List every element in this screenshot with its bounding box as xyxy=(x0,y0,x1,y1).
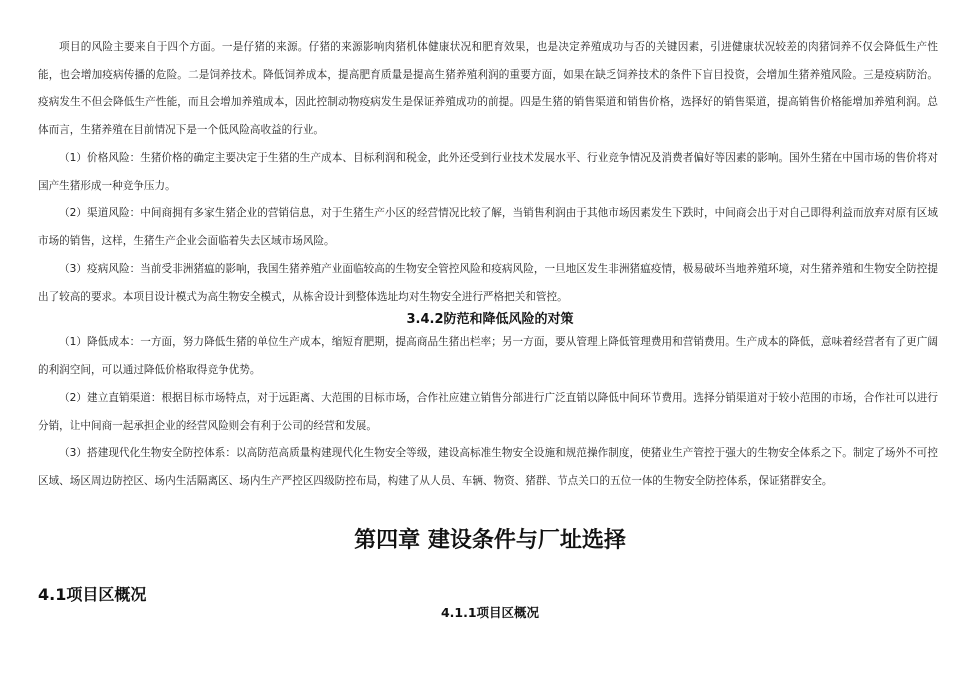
measure-item-cost: （1）降低成本：一方面，努力降低生猪的单位生产成本，缩短育肥期，提高商品生猪出栏率；另一方面，要从管理上降低管理费用和营销费用。生产成本的降低，意味着经营者有了更广阔的利润空间，可以通过降低价格取得竞争优势。 xyxy=(38,336,938,376)
measure-item-biosecurity: （3）搭建现代化生物安全防控体系：以高防范高质量构建现代化生物安全等级，建设高标准生物安全设施和规范操作制度，使猪业生产管控于强大的生物安全体系之下。制定了场外不可控区域、场区周边防控区、场内生活隔离区、场内生产严控区四级防控布局，构建了从人员、车辆、物资、猪群、节点关口的五位一体的生物安全防控体系，保证猪群安全。 xyxy=(38,447,938,487)
chapter-title: 第四章 建设条件与厂址选择 xyxy=(354,528,626,553)
risk-item-price: （1）价格风险：生猪价格的确定主要决定于生猪的生产成本、目标利润和税金，此外还受到行业技术发展水平、行业竞争情况及消费者偏好等因素的影响。国外生猪在中国市场的售价将对国产生猪形成一种竞争压力。 xyxy=(38,152,938,192)
risk-item-disease: （3）疫病风险：当前受非洲猪瘟的影响，我国生猪养殖产业面临较高的生物安全管控风险和疫病风险，一旦地区发生非洲猪瘟疫情，极易破坏当地养殖环境，对生猪养殖和生物安全防控提出了较高的要求。本项目设计模式为高生物安全模式，从栋舍设计到整体选址均对生物安全进行严格把关和管控。 xyxy=(38,263,938,303)
section-heading: 3.4.2防范和降低风险的对策 xyxy=(406,312,574,327)
subsection-title: 4.1项目区概况 xyxy=(38,585,147,604)
intro-paragraph: 项目的风险主要来自于四个方面。一是仔猪的来源。仔猪的来源影响肉猪机体健康状况和肥育效果，也是决定养殖成功与否的关键因素，引进健康状况较差的肉猪饲养不仅会降低生产性能，也会增加疫病传播的危险。二是饲养技术。降低饲养成本，提高肥育质量是提高生猪养殖利润的重要方面，如果在缺乏饲养技术的条件下盲目投资，会增加生猪养殖风险。三是疫病防治。疫病发生不但会降低生产性能，而且会增加养殖成本，因此控制动物疫病发生是保证养殖成功的前提。四是生猪的销售渠道和销售价格，选择好的销售渠道，提高销售价格能增加养殖利润。总体而言，生猪养殖在目前情况下是一个低风险高收益的行业。 xyxy=(38,41,938,136)
subsubsection-title: 4.1.1项目区概况 xyxy=(440,605,540,620)
measure-item-direct-sales: （2）建立直销渠道：根据目标市场特点，对于远距离、大范围的目标市场，合作社应建立销售分部进行广泛直销以降低中间环节费用。选择分销渠道对于较小范围的市场，合作社可以进行分销，让中间商一起承担企业的经营风险则会有利于公司的经营和发展。 xyxy=(38,392,938,432)
risk-item-channel: （2）渠道风险：中间商拥有多家生猪企业的营销信息，对于生猪生产小区的经营情况比较了解，当销售利润由于其他市场因素发生下跌时，中间商会出于对自己即得利益而放弃对原有区域市场的销售，这样，生猪生产企业会面临着失去区域市场风险。 xyxy=(38,207,938,247)
